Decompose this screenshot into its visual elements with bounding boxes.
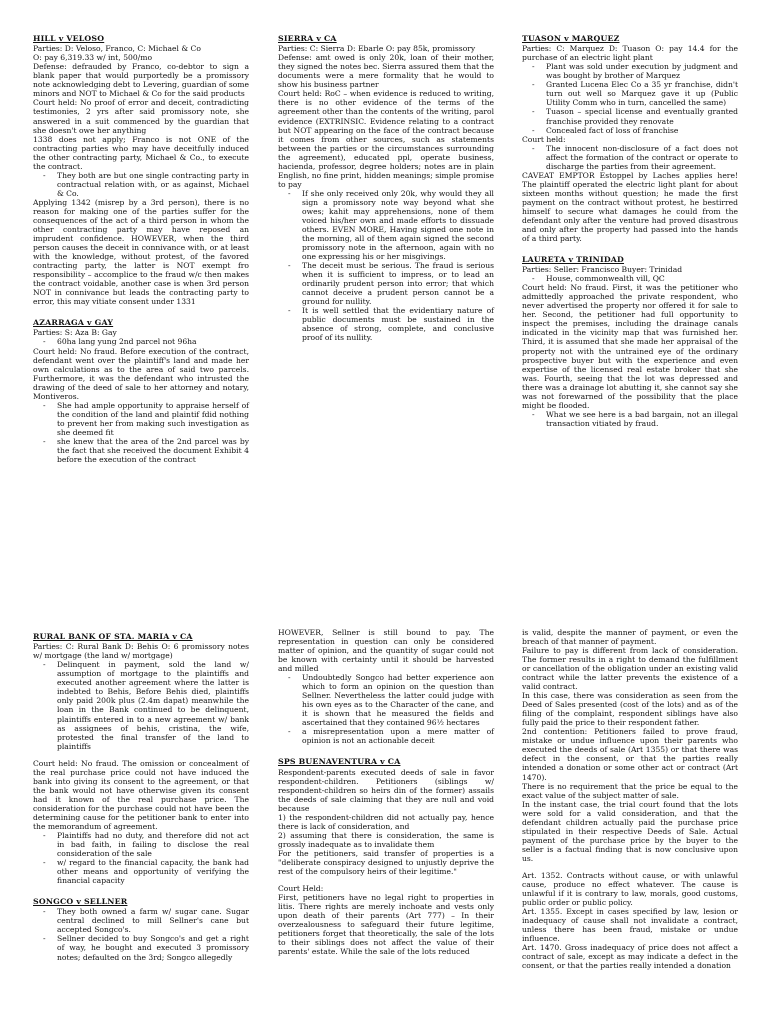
- column-3-bottom: [522, 628, 738, 970]
- paragraph: First, petitioners have no legal right to properties in litis. There rights are merely inchoate and vests only upon death of their parents (Art 777) – In their overzealousness to safeguard their future legitime, petitioners forget that theoretically, the sale of the lots to their siblings does not affect the value of their parents' estate. While the sale of the lots reduced: [278, 893, 494, 957]
- bullet-item: - Undoubtedly Songco had better experience aon which to form an opinion on the question than Sellner. Nevertheless the latter could judge with his own eyes as to the Character of the cane, and it is shown that he measured the fields and ascertained that they contained 96½ hectares: [302, 673, 494, 727]
- bullet-list: [33, 171, 249, 198]
- bullet-list: [33, 831, 249, 885]
- column-1-bottom: [33, 628, 249, 962]
- bullet-item: - She had ample opportunity to appraise herself of the condition of the land and plaintif fdid nothing to prevent her from making such investigation as she deemed fit: [57, 401, 249, 437]
- bullet-item: - They both owned a farm w/ sugar cane. Sugar central declined to mill Sellner's cane but accepted Songco's.: [57, 907, 249, 934]
- paragraph: Court held: No fraud. Before execution of the contract, defendant went over the plaintiff's land and made her own calculations as to the area of said two parcels. Furthermore, it was the defendant who intrusted the drawing of the deed of sale to her attorney and notary, Montiveros.: [33, 346, 249, 401]
- paragraph: 1) the respondent-children did not actually pay, hence there is lack of consideration, and: [278, 812, 494, 831]
- paragraph: Court held: RoC – when evidence is reduced to writing, there is no other evidence of the terms of the agreement other than the contents of the writing, parol evidence (EXTRINSIC. Evidence relating to a contract but NOT appearing on the face of the contract because it comes from other sources, such as statements between the parties or the circumstances surrounding the agreement), educated ppl, operate business, hacienda, professor, degree holders; notes are in plain English, no fine print, hidden meanings; simple promise to pay: [278, 89, 495, 189]
- paragraph: Court held: No fraud. First, it was the petitioner who admittedly approached the private respondent, who never advertised the property nor offered it for sale to her. Second, the petitioner had full opportunity to inspect the premises, including the drainage canals indicated in the vicinity map that was furnished her. Third, it is assumed that she made her appraisal of the property not with the untrained eye of the ordinary prospective buyer but with the experience and even expertise of the licensed real estate broker that she was. Fourth, seeing that the lot was depressed and there was a drainage lot abutting it, she cannot say she was not forewarned of the possibility that the place might be flooded.: [522, 283, 738, 410]
- case-heading: AZARRAGA v GAY: [33, 318, 114, 328]
- case-heading: SONGCO v SELLNER: [33, 897, 128, 907]
- paragraph: 1338 does not apply; Franco is not ONE of the contracting parties who may have deceitfully induced the other contracting party, Michael & Co., to execute the contract.: [33, 134, 249, 171]
- spacer: [33, 751, 249, 759]
- bullet-list: [522, 144, 738, 171]
- paragraph: 2nd contention: Petitioners failed to prove fraud, mistake or undue influence upon their parents who executed the deeds of sale (Art 1355) or that there was defect in the consent, or that the parties really intended a donation or some other act or contract (Art 1470).: [522, 727, 738, 782]
- bullet-item: - Delinquent in payment, sold the land w/ assumption of mortgage to the plaintiffs and executed another agreement where the latter is indebted to Behis, Before Behis died, plaintiffs only paid 200k plus (2.4m dapat) meanwhile the loan in the Bank continued to be delinquent, plaintiffs entered in to a new agreement w/ bank as assignees of behis, cristina, the wife, protested the final transfer of the land to plaintiffs: [57, 660, 249, 750]
- bullet-item: - The deceit must be serious. The fraud is serious when it is sufficient to impress, or to lead an ordinarily prudent person into error; that which cannot deceive a prudent person cannot be a ground for nullity.: [302, 261, 494, 306]
- column-3-top: [522, 30, 738, 428]
- paragraph: In this case, there was consideration as seen from the Deed of Sales presented (cost of the lots) and as of the filing of the complaint, respondent siblings have also fully paid the price to their respondent father.: [522, 691, 738, 728]
- bullet-item: - The innocent non-disclosure of a fact does not affect the formation of the contract or operate to discharge the parties from their agreement.: [546, 144, 738, 171]
- paragraph: is valid, despite the manner of payment, or even the breach of that manner of payment.: [522, 628, 738, 647]
- bullet-list: [33, 907, 249, 961]
- paragraph: Parties: C: Marquez D: Tuason O: pay 14.4 for the purchase of an electric light plant: [522, 44, 738, 63]
- paragraph: Defense: defrauded by Franco, co-debtor to sign a blank paper that would purportedly be a promissory note acknowledging debt to Levering, guardian of some minors and NOT to Michael & Co for the said products: [33, 62, 249, 99]
- bullet-list: [522, 274, 738, 283]
- spacer: [278, 745, 494, 753]
- paragraph: Art. 1352. Contracts without cause, or with unlawful cause, produce no effect whatever. The cause is unlawful if it is contrary to law, morals, good customs, public order or public policy.: [522, 870, 738, 907]
- paragraph: In the instant case, the trial court found that the lots were sold for a valid consideration, and that the defendant children actually paid the purchase price stipulated in their respective Deeds of Sale. Actual payment of the purchase price by the buyer to the seller is a factual finding that is now conclusive upon us.: [522, 799, 738, 863]
- bullet-list: [278, 673, 494, 745]
- spacer: [33, 885, 249, 893]
- case-heading: LAURETA v TRINIDAD: [522, 254, 625, 264]
- bullet-list: [522, 62, 738, 134]
- bullet-item: - Plaintiffs had no duty, and therefore did not act in bad faith, in failing to disclose the real consideration of the sale: [57, 831, 249, 858]
- bullet-item: - Granted Lucena Elec Co a 35 yr franchise, didn't turn out well so Marquez gave it up (Public Utility Comm who in turn, cancelled the same): [546, 80, 738, 107]
- bullet-item: - 60ha lang yung 2nd parcel not 96ha: [57, 337, 249, 346]
- bullet-list: [33, 660, 249, 750]
- bullet-item: - If she only received only 20k, why would they all sign a promissory note way beyond what she owes; kahit may apprehensions, none of them voiced his/her own and made efforts to dissuade others. EVEN MORE, Having signed one note in the morning, all of them again signed the second promissory note in the afternoon, again with no one expressing his or her misgivings.: [302, 189, 494, 261]
- bullet-list: [33, 337, 249, 346]
- paragraph: 2) assuming that there is consideration, the same is grossly inadequate as to invalidate them: [278, 830, 494, 849]
- paragraph: HOWEVER, Sellner is still bound to pay. The representation in question can only be considered matter of opinion, and the quantity of sugar could not be known with certainty until it should be harvested and milled: [278, 628, 494, 674]
- bullet-item: - It is well settled that the evidentiary nature of public documents must be sustained in the absence of strong, complete, and conclusive proof of its nullity.: [302, 306, 494, 342]
- column-1-top: [33, 30, 249, 464]
- bullet-list: [33, 401, 249, 464]
- case-heading: HILL v VELOSO: [33, 34, 105, 43]
- paragraph: O: pay 6,319.33 w/ int, 500/mo: [33, 53, 153, 63]
- bullet-item: - Tuason – special license and eventually granted franchise provided they renovate: [546, 107, 738, 125]
- paragraph: Court held: No fraud. The omission or concealment of the real purchase price could not have induced the bank into giving its consent to the agreement, or that the bank would not have otherwise given its consent had it known of the real purchase price. The consideration for the purchase could not have been the determining cause for the petitioner bank to enter into the memorandum of agreement.: [33, 758, 249, 831]
- paragraph: Art. 1355. Except in cases specified by law, lesion or inadequacy of cause shall not invalidate a contract, unless there has been fraud, mistake or undue influence.: [522, 906, 738, 944]
- spacer: [522, 243, 738, 251]
- paragraph: Respondent-parents executed deeds of sale in favor respondent-children. Petitioners (siblings w/ respondent-children so heirs din of the former) assails the deeds of sale claiming that they are null and void because: [278, 767, 494, 813]
- bullet-list: [278, 189, 494, 343]
- spacer: [278, 876, 494, 884]
- paragraph: Court Held:: [278, 884, 324, 894]
- paragraph: Parties: C: Rural Bank D: Behis O: 6 promissory notes w/ mortgage (the land w/ mortgage): [33, 642, 249, 661]
- paragraph: Defense: amt owed is only 20k, loan of their mother, they signed the notes bec. Sierra assured them that the documents were a mere formality that he would to show his business partner: [278, 53, 494, 90]
- paragraph: Art. 1470. Gross inadequacy of price does not affect a contract of sale, except as may indicate a defect in the consent, or that the parties really intended a donation: [522, 943, 738, 971]
- bullet-item: - w/ regard to the financial capacity, the bank had other means and opportunity of verifying the financial capacity: [57, 858, 249, 885]
- bullet-item: - she knew that the area of the 2nd parcel was by the fact that she received the document Exhibit 4 before the execution of the contract: [57, 437, 249, 464]
- case-heading: RURAL BANK OF STA. MARIA v CA: [33, 632, 193, 641]
- paragraph: Court held:: [522, 134, 566, 144]
- paragraph: Parties: C: Sierra D: Ebarle O: pay 85k, promissory: [278, 44, 476, 54]
- paragraph: Parties: S: Aza B: Gay: [33, 328, 117, 338]
- spacer: [522, 863, 738, 871]
- paragraph: There is no requirement that the price be equal to the exact value of the subject matter of sale.: [522, 781, 738, 800]
- column-2-bottom: [278, 628, 494, 956]
- paragraph: For the petitioners, said transfer of properties is a "deliberate conspiracy designed to unjustly deprive the rest of the compulsory heirs of their legitime.": [278, 848, 494, 877]
- spacer: [33, 306, 249, 314]
- bullet-item: - What we see here is a bad bargain, not an illegal transaction vitiated by fraud.: [546, 410, 738, 428]
- bullet-item: - Plant was sold under execution by judgment and was bought by brother of Marquez: [546, 62, 738, 80]
- paragraph: Court held: No proof of error and deceit, contradicting testimonies, 2 yrs after said promissory note, she answered in a suit commenced by the guardian that she doesn't owe her anything: [33, 98, 249, 135]
- bullet-item: - House, commonwealth vill, QC: [546, 274, 738, 283]
- case-heading: SIERRA v CA: [278, 34, 337, 43]
- paragraph: Parties: D: Veloso, Franco, C: Michael & Co: [33, 44, 201, 54]
- case-heading: TUASON v MARQUEZ: [522, 34, 620, 43]
- bullet-list: [522, 410, 738, 428]
- paragraph: CAVEAT EMPTOR Estoppel by Laches applies here! The plaintiff operated the electric light plant for about sixteen months without question; he made the first payment on the contract without protest, he bestirred himself to secure what damages he could from the defendant only after the venture had proved disastrous and only after the property had passed into the hands of a third party.: [522, 170, 738, 243]
- paragraph: Applying 1342 (misrep by a 3rd person), there is no reason for making one of the parties suffer for the consequences of the act of a third person in whom the other contracting party may have reposed an imprudent confidence. HOWEVER, when the third person causes the deceit in connivance with, or at least with the knowledge, without protest, of the favored contracting party, the latter is NOT exempt fro responsibility – accomplice to the fraud w/c then makes the contract voidable, another case is when 3rd person NOT in connivance but leads the contracting party to error, this may vitiate consent under 1331: [33, 197, 249, 307]
- bullet-item: - They both are but one single contracting party in contractual relation with, or as against, Michael & Co.: [57, 171, 249, 198]
- column-2-top: [278, 30, 494, 342]
- paragraph: Parties: Seller: Francisco Buyer: Trinidad: [522, 265, 683, 275]
- bullet-item: - Sellner decided to buy Songco's and get a right of way, he bought and executed 3 promissory notes; defaulted on the 3rd; Songco allegedly: [57, 934, 249, 961]
- paragraph: Failure to pay is different from lack of consideration. The former results in a right to demand the fulfillment or cancellation of the obligation under an existing valid contract while the latter prevents the existence of a valid contract.: [522, 646, 738, 692]
- case-heading: SPS BUENAVENTURA v CA: [278, 757, 401, 767]
- bullet-item: - Concealed fact of loss of franchise: [546, 126, 738, 135]
- bullet-item: - a misrepresentation upon a mere matter of opinion is not an actionable deceit: [302, 727, 494, 745]
